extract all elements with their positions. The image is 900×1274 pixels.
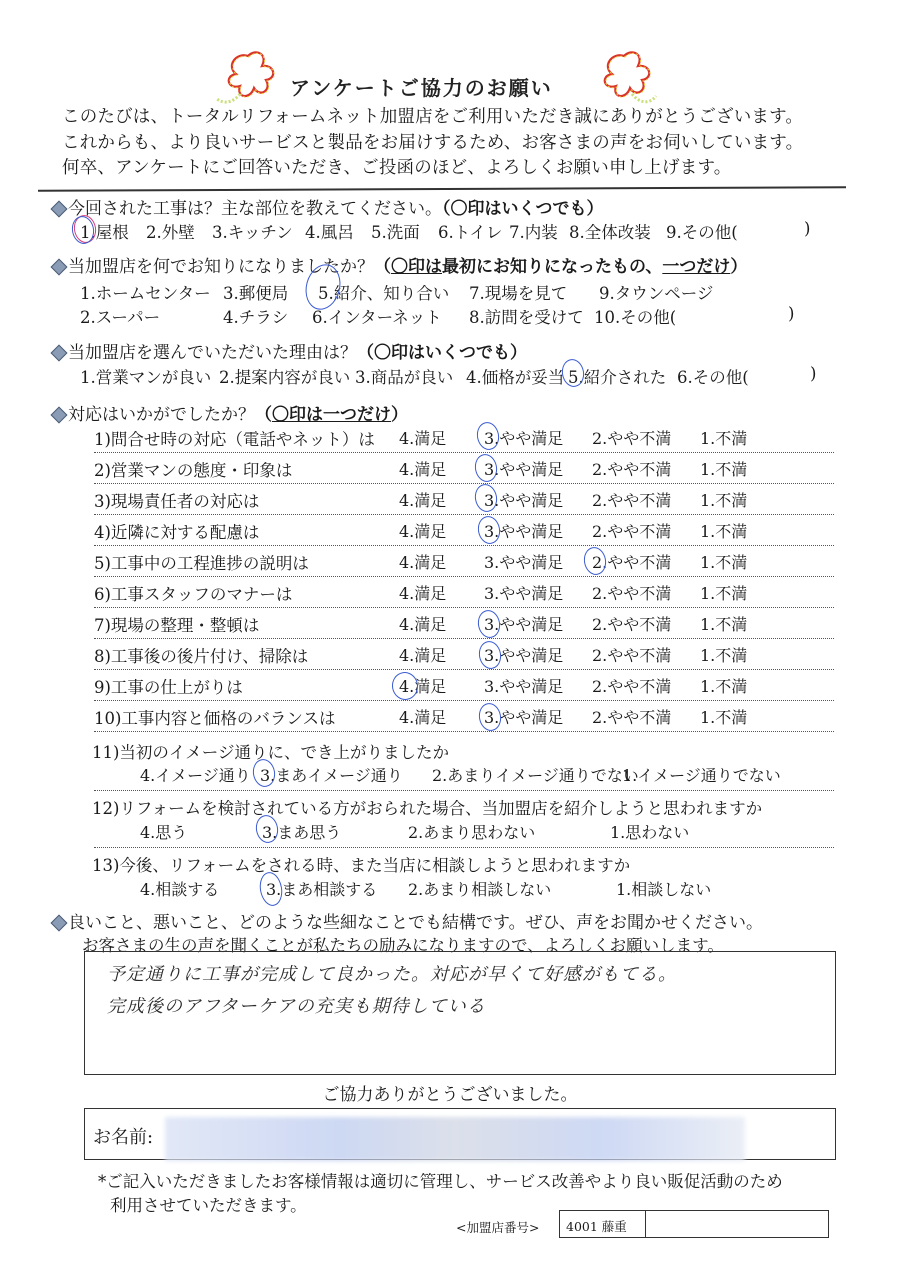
q12-option-3[interactable]: 3.まあ思う (262, 823, 342, 842)
q13-question: 13)今後、リフォームをされる時、また当店に相談しようと思われますか (92, 856, 631, 875)
q3-option-fair-price[interactable]: 4.価格が妥当 (466, 368, 565, 387)
privacy-note-line-2: 利用させていただきます。 (110, 1196, 307, 1215)
q3-option-referred[interactable]: 5.紹介された (568, 368, 667, 387)
q1-heading: 今回された工事は？主な部位を教えてください。（〇印はいくつでも） (52, 194, 604, 219)
diamond-bullet-icon (52, 202, 65, 215)
q12-options (140, 820, 840, 844)
redacted-name (165, 1117, 745, 1161)
q3-option-good-proposal[interactable]: 2.提案内容が良い (219, 368, 351, 387)
choice-somewhat-satisfied[interactable]: 3.やや満足 (484, 553, 564, 572)
name-field[interactable] (84, 1108, 836, 1160)
q2-option-referral[interactable]: 5.紹介、知り合い (318, 284, 450, 303)
choice-satisfied[interactable]: 4.満足 (399, 553, 447, 572)
choice-somewhat-dissatisfied[interactable]: 2.やや不満 (592, 677, 672, 696)
q13-option-1[interactable]: 1.相談しない (616, 880, 712, 899)
q1-option-toilet[interactable]: 6.トイレ (438, 223, 503, 242)
rating-row-2: 2)営業マンの態度・印象は 4.満足 3.やや満足 2.やや不満 1.不満 (94, 453, 834, 484)
choice-somewhat-satisfied[interactable]: 3.やや満足 (484, 708, 564, 727)
thank-you-text: ご協力ありがとうございました。 (322, 1085, 578, 1105)
choice-dissatisfied[interactable]: 1.不満 (700, 553, 748, 572)
choice-dissatisfied[interactable]: 1.不満 (700, 677, 748, 696)
choice-dissatisfied[interactable]: 1.不満 (700, 491, 748, 510)
choice-somewhat-dissatisfied[interactable]: 2.やや不満 (592, 491, 672, 510)
choice-somewhat-dissatisfied[interactable]: 2.やや不満 (592, 522, 672, 541)
q1-other-close-paren: ) (804, 219, 811, 238)
choice-dissatisfied[interactable]: 1.不満 (700, 584, 748, 603)
q3-options (80, 364, 840, 388)
q2-option-internet[interactable]: 6.インターネット (312, 308, 442, 327)
q2-option-other[interactable]: 10.その他( (594, 308, 677, 327)
rating-row-6: 6)工事スタッフのマナーは 4.満足 3.やや満足 2.やや不満 1.不満 (94, 577, 834, 608)
choice-somewhat-satisfied[interactable]: 3.やや満足 (484, 677, 564, 696)
choice-satisfied[interactable]: 4.満足 (399, 646, 447, 665)
handwritten-comment-line-2: 完成後のアフターケアの充実も期待している (107, 996, 486, 1017)
rating-row-4: 4)近隣に対する配慮は 4.満足 3.やや満足 2.やや不満 1.不満 (94, 515, 834, 546)
choice-somewhat-satisfied[interactable]: 3.やや満足 (484, 615, 564, 634)
store-number-extra-field[interactable] (646, 1211, 828, 1237)
choice-somewhat-dissatisfied[interactable]: 2.やや不満 (592, 708, 672, 727)
choice-dissatisfied[interactable]: 1.不満 (700, 615, 748, 634)
q4-heading: 対応はいかがでしたか？（〇印は一つだけ） (52, 400, 408, 425)
choice-somewhat-dissatisfied[interactable]: 2.やや不満 (592, 460, 672, 479)
q2-option-door-visit[interactable]: 8.訪問を受けて (469, 308, 584, 327)
choice-somewhat-satisfied[interactable]: 3.やや満足 (484, 584, 564, 603)
flower-right-icon (588, 46, 660, 110)
rating-row-9: 9)工事の仕上がりは 4.満足 3.やや満足 2.やや不満 1.不満 (94, 670, 834, 701)
q13-options (140, 877, 840, 901)
rating-row-10: 10)工事内容と価格のバランスは 4.満足 3.やや満足 2.やや不満 1.不満 (94, 701, 834, 732)
rating-row-7: 7)現場の整理・整頓は 4.満足 3.やや満足 2.やや不満 1.不満 (94, 608, 834, 639)
rating-row-1: 1)問合せ時の対応（電話やネット）は 4.満足 3.やや満足 2.やや不満 1.不満 (94, 422, 834, 453)
choice-somewhat-satisfied[interactable]: 3.やや満足 (484, 491, 564, 510)
choice-satisfied[interactable]: 4.満足 (399, 522, 447, 541)
q11-options (140, 763, 840, 787)
rating-row-3: 3)現場責任者の対応は 4.満足 3.やや満足 2.やや不満 1.不満 (94, 484, 834, 515)
choice-somewhat-satisfied[interactable]: 3.やや満足 (484, 522, 564, 541)
q13-option-4[interactable]: 4.相談する (140, 880, 220, 899)
q1-option-other[interactable]: 9.その他( (666, 223, 738, 242)
dotted-divider (94, 790, 834, 791)
dotted-divider (94, 847, 834, 848)
q1-option-interior[interactable]: 7.内装 (509, 223, 558, 242)
q2-option-post-office[interactable]: 3.郵便局 (223, 284, 289, 303)
choice-satisfied[interactable]: 4.満足 (399, 677, 447, 696)
store-number-box (559, 1210, 829, 1238)
q1-options (80, 219, 840, 243)
choice-satisfied[interactable]: 4.満足 (399, 708, 447, 727)
diamond-bullet-icon (52, 346, 65, 359)
choice-somewhat-satisfied[interactable]: 3.やや満足 (484, 646, 564, 665)
choice-satisfied[interactable]: 4.満足 (399, 491, 447, 510)
store-number-label: <加盟店番号> (456, 1220, 540, 1235)
q2-options-row-1 (80, 280, 840, 304)
q11-option-2[interactable]: 2.あまりイメージ通りでない (432, 766, 639, 785)
choice-satisfied[interactable]: 4.満足 (399, 584, 447, 603)
q1-option-bath[interactable]: 4.風呂 (305, 223, 354, 242)
q2-heading: 当加盟店を何でお知りになりましたか？（〇印は最初にお知りになったもの、一つだけ） (52, 252, 747, 277)
choice-dissatisfied[interactable]: 1.不満 (700, 646, 748, 665)
page-title: アンケートご協力のお願い (290, 76, 553, 100)
q2-option-site-visit[interactable]: 7.現場を見て (469, 284, 568, 303)
rating-row-8: 8)工事後の後片付け、掃除は 4.満足 3.やや満足 2.やや不満 1.不満 (94, 639, 834, 670)
intro-line-2: これからも、より良いサービスと製品をお届けするため、お客さまの声をお伺いしています。 (62, 133, 804, 153)
q12-option-2[interactable]: 2.あまり思わない (408, 823, 536, 842)
privacy-note-line-1: *ご記入いただきましたお客様情報は適切に管理し、サービス改善やより良い販促活動のため (98, 1172, 783, 1191)
q13-option-3[interactable]: 3.まあ相談する (266, 880, 378, 899)
choice-dissatisfied[interactable]: 1.不満 (700, 522, 748, 541)
header-divider (38, 186, 846, 192)
q11-option-3[interactable]: 3.まあイメージ通り (260, 766, 403, 785)
diamond-bullet-icon (52, 260, 65, 273)
comments-prompt-line-2: お客さまの生の声を聞くことが私たちの励みになりますので、よろしくお願いします。 (82, 936, 724, 955)
comments-prompt: 良いこと、悪いこと、どのような些細なことでも結構です。ぜひ、声をお聞かせください。 (52, 908, 763, 933)
intro-line-3: 何卒、アンケートにご回答いただき、ご投函のほど、よろしくお願い申し上げます。 (62, 158, 732, 178)
q1-option-full-renovation[interactable]: 8.全体改装 (569, 223, 651, 242)
q1-option-washroom[interactable]: 5.洗面 (371, 223, 420, 242)
q2-option-supermarket[interactable]: 2.スーパー (80, 308, 161, 327)
comment-textarea[interactable] (84, 951, 836, 1075)
q1-option-kitchen[interactable]: 3.キッチン (212, 223, 293, 242)
choice-satisfied[interactable]: 4.満足 (399, 429, 447, 448)
choice-somewhat-dissatisfied[interactable]: 2.やや不満 (592, 584, 672, 603)
q11-question: 11)当初のイメージ通りに、でき上がりましたか (92, 743, 449, 762)
q3-option-good-product[interactable]: 3.商品が良い (355, 368, 454, 387)
q13-option-2[interactable]: 2.あまり相談しない (408, 880, 552, 899)
q2-option-town-page[interactable]: 9.タウンページ (599, 284, 714, 303)
intro-line-1: このたびは、トータルリフォームネット加盟店をご利用いただき誠にありがとうございます。 (62, 107, 804, 127)
q3-option-other[interactable]: 6.その他( (677, 368, 749, 387)
handwritten-comment-line-1: 予定通りに工事が完成して良かった。対応が早くて好感がもてる。 (107, 964, 677, 985)
choice-satisfied[interactable]: 4.満足 (399, 615, 447, 634)
choice-somewhat-dissatisfied[interactable]: 2.やや不満 (592, 646, 672, 665)
choice-somewhat-dissatisfied[interactable]: 2.やや不満 (592, 429, 672, 448)
q12-question: 12)リフォームを検討されている方がおられた場合、当加盟店を紹介しようと思われますか (92, 799, 763, 818)
q2-option-flyer[interactable]: 4.チラシ (223, 308, 289, 327)
choice-somewhat-dissatisfied[interactable]: 2.やや不満 (592, 553, 672, 572)
diamond-bullet-icon (52, 916, 65, 929)
q11-option-4[interactable]: 4.イメージ通り (140, 766, 251, 785)
store-number-value: 4001 藤重 (560, 1211, 646, 1237)
choice-dissatisfied[interactable]: 1.不満 (700, 429, 748, 448)
q12-option-4[interactable]: 4.思う (140, 823, 188, 842)
q2-options-row-2 (80, 304, 840, 328)
q3-heading: 当加盟店を選んでいただいた理由は？（〇印はいくつでも） (52, 338, 527, 363)
choice-dissatisfied[interactable]: 1.不満 (700, 460, 748, 479)
q11-option-1[interactable]: 1.イメージ通りでない (622, 766, 781, 785)
flower-left-icon (212, 46, 284, 110)
choice-somewhat-satisfied[interactable]: 3.やや満足 (484, 460, 564, 479)
diamond-bullet-icon (52, 408, 65, 421)
rating-row-5: 5)工事中の工程進捗の説明は 4.満足 3.やや満足 2.やや不満 1.不満 (94, 546, 834, 577)
q2-other-close-paren: ) (788, 304, 795, 323)
choice-somewhat-satisfied[interactable]: 3.やや満足 (484, 429, 564, 448)
q3-option-good-salesperson[interactable]: 1.営業マンが良い (80, 368, 212, 387)
choice-somewhat-dissatisfied[interactable]: 2.やや不満 (592, 615, 672, 634)
q12-option-1[interactable]: 1.思わない (610, 823, 690, 842)
q2-option-home-center[interactable]: 1.ホームセンター (80, 284, 211, 303)
name-label: お名前: (93, 1127, 154, 1148)
q1-option-roof[interactable]: 1.屋根 (80, 223, 129, 242)
choice-satisfied[interactable]: 4.満足 (399, 460, 447, 479)
choice-dissatisfied[interactable]: 1.不満 (700, 708, 748, 727)
q3-other-close-paren: ) (810, 364, 817, 383)
q1-option-exterior-wall[interactable]: 2.外壁 (146, 223, 195, 242)
